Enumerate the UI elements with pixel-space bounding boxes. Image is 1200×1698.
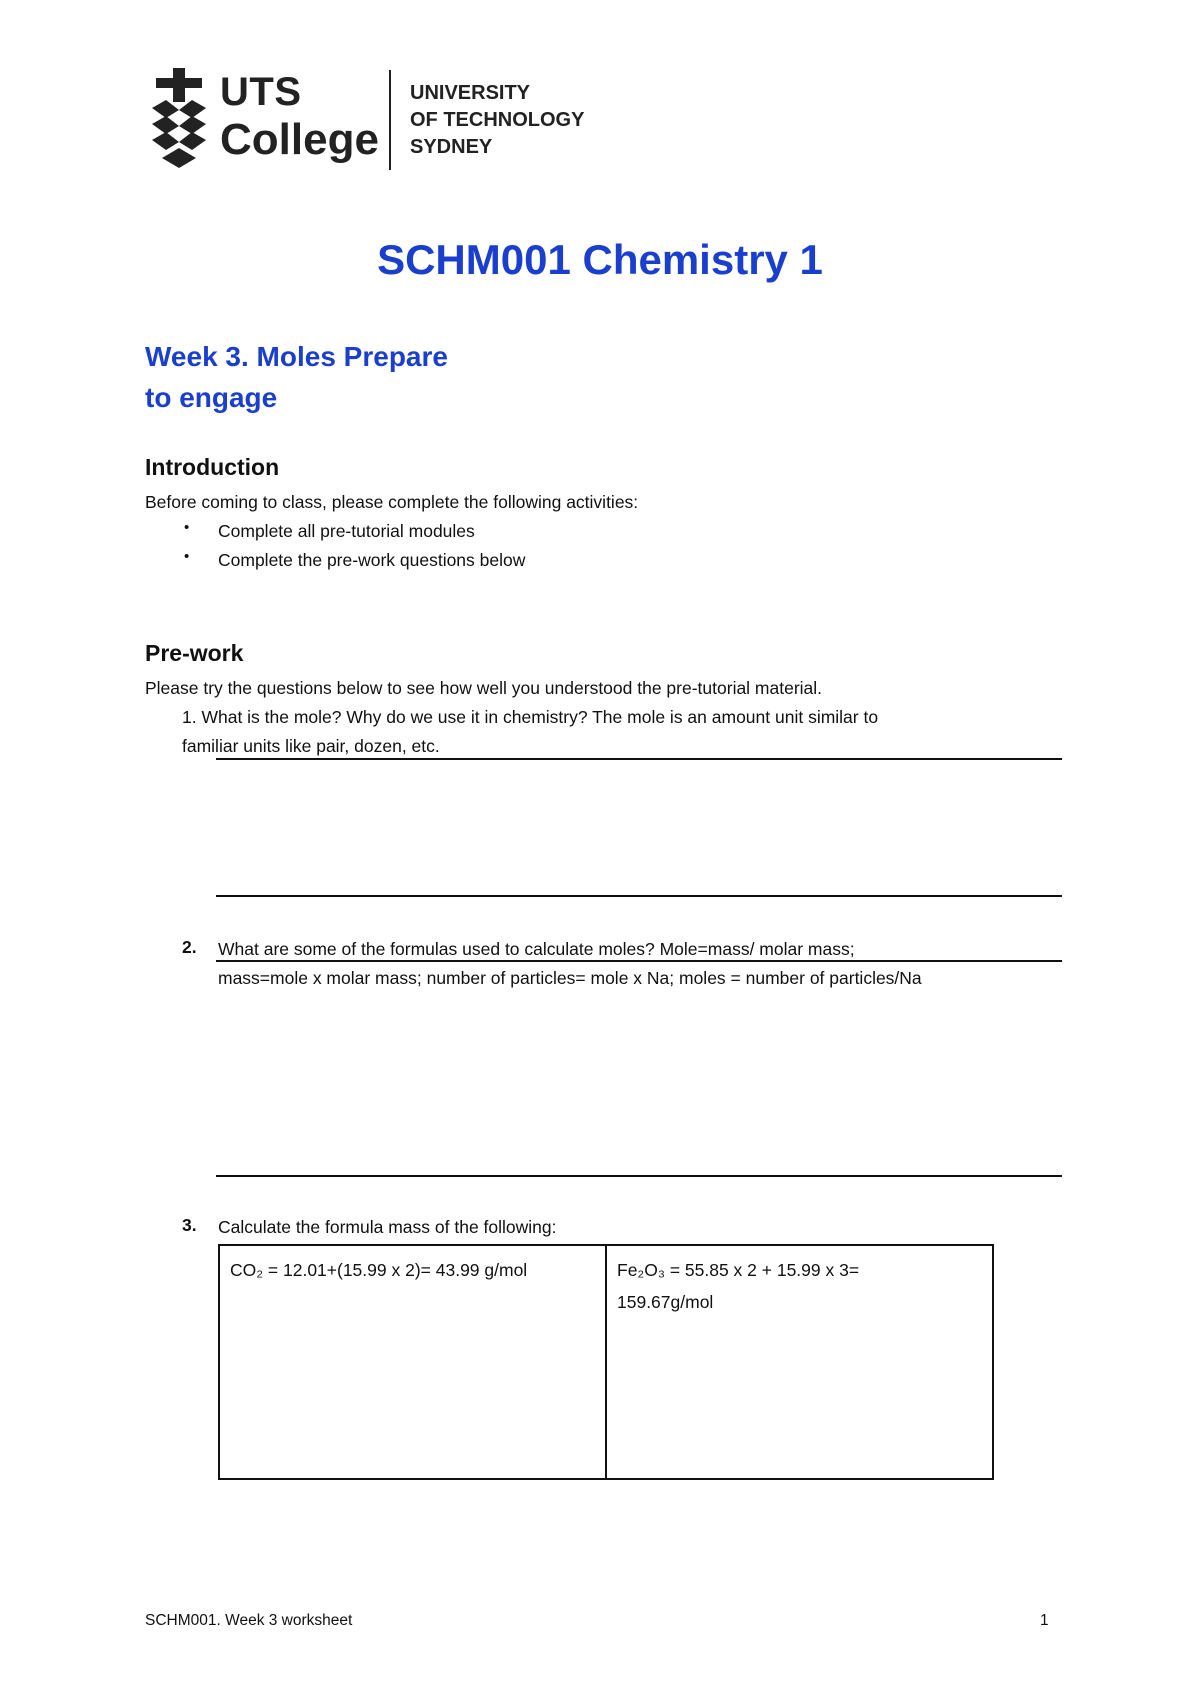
uts-college-logo	[148, 68, 618, 172]
introduction-lead: Before coming to class, please complete the following activities:	[145, 492, 639, 512]
answer-line	[216, 960, 1062, 962]
logo-divider	[389, 70, 391, 170]
logo-college-text: College	[220, 115, 379, 164]
logo-uts-text: UTS	[220, 70, 302, 114]
bullet-dot: •	[184, 548, 190, 565]
page-number: 1	[1040, 1612, 1049, 1629]
answer-line	[216, 895, 1062, 897]
introduction-bullet: Complete all pre-tutorial modules	[218, 521, 475, 541]
answer-line	[216, 758, 1062, 760]
introduction-bullet: Complete the pre-work questions below	[218, 550, 526, 570]
answer-cell-fe2o3[interactable]	[605, 1246, 992, 1478]
subtitle-line: to engage	[145, 382, 278, 413]
logo-university-name	[410, 80, 584, 161]
answer-cell-line: Fe₂O₃ = 55.85 x 2 + 15.99 x 3=	[617, 1260, 860, 1280]
answer-cell-line: CO₂ = 12.01+(15.99 x 2)= 43.99 g/mol	[230, 1260, 528, 1280]
logo-university-line: OF TECHNOLOGY	[410, 109, 585, 131]
formula-mass-table	[218, 1244, 994, 1480]
question-1-line2: familiar units like pair, dozen, etc.	[182, 736, 440, 756]
answer-cell-co2[interactable]	[220, 1246, 605, 1478]
question-3-number: 3.	[182, 1215, 197, 1235]
answer-cell-line: 159.67g/mol	[617, 1292, 714, 1312]
prework-lead: Please try the questions below to see how well you understood the pre-tutorial material.	[145, 678, 823, 698]
question-3-text: Calculate the formula mass of the following:	[218, 1217, 557, 1237]
answer-line	[216, 1175, 1062, 1177]
question-2-line2: mass=mole x molar mass; number of particles= mole x Na; moles = number of particles/Na	[218, 968, 922, 988]
subtitle-line: Week 3. Moles Prepare	[145, 341, 448, 372]
logo-university-line: SYDNEY	[410, 136, 493, 158]
uts-emblem-icon	[148, 68, 210, 172]
question-2-line1: What are some of the formulas used to calculate moles? Mole=mass/ molar mass;	[218, 939, 855, 959]
footer-text: SCHM001. Week 3 worksheet	[145, 1612, 353, 1629]
introduction-heading: Introduction	[145, 454, 280, 480]
prework-heading: Pre-work	[145, 640, 244, 666]
bullet-dot: •	[184, 519, 190, 536]
document-subtitle	[145, 336, 448, 418]
question-2-number: 2.	[182, 937, 197, 957]
question-1-line1: 1. What is the mole? Why do we use it in chemistry? The mole is an amount unit similar to	[182, 707, 879, 727]
document-title: SCHM001 Chemistry 1	[377, 236, 823, 283]
logo-university-line: UNIVERSITY	[410, 82, 531, 104]
